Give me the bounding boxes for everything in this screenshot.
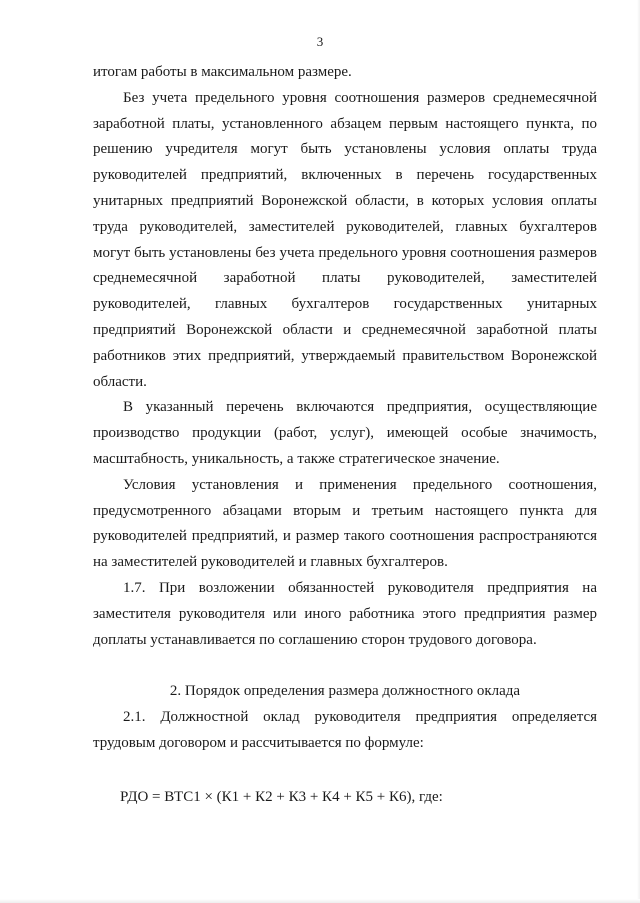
document-body [93,60,597,757]
paragraph-clause-1-7: 1.7. При возложении обязанностей руководителя предприятия на заместителя руководителя или иного работника этого предприятия размер доплаты устанавливается по соглашению сторон трудового договора. [93,579,597,648]
paragraph-enterprise-list: В указанный перечень включаются предприятия, осуществляющие производство продукции (работ, услуг), имеющей особые значимость, масштабность, уникальность, а также стратегическое значение. [93,399,597,467]
paragraph-clause-2-1: 2.1. Должностной оклад руководителя предприятия определяется трудовым договором и рассчитывается по формуле: [93,709,597,751]
paragraph-salary-ratio-exception: Без учета предельного уровня соотношения размеров среднемесячной заработной платы, установленного абзацем первым настоящего пункта, по решению учредителя могут быть установлены условия оплаты труда руководителей предприятий, включенных в перечень государственных унитарных предприятий Воронежской области, в которых условия оплаты труда руководителей, заместителей руководителей, главных бухгалтеров могут быть установлены без учета предельного уровня соотношения размеров среднемесячной заработной платы руководителей, заместителей руководителей, главных бухгалтеров государственных унитарных предприятий Воронежской области и среднемесячной заработной платы работников этих предприятий, утверждаемый правительством Воронежской области. [93,89,597,390]
paragraph-ratio-conditions: Условия установления и применения предельного соотношения, предусмотренного абзацами вторым и третьим настоящего пункта для руководителей предприятий, и размер такого соотношения распространяются на заместителей руководителей и главных бухгалтеров. [93,476,597,571]
page-number: 3 [316,34,324,49]
section-heading: 2. Порядок определения размера должностного оклада [169,683,521,700]
paragraph-continuation: итогам работы в максимальном размере. [93,64,352,80]
scan-bottom-shadow [0,899,640,903]
salary-formula: РДО = ВТС1 × (К1 + К2 + К3 + К4 + К5 + К6), где: [120,789,443,805]
